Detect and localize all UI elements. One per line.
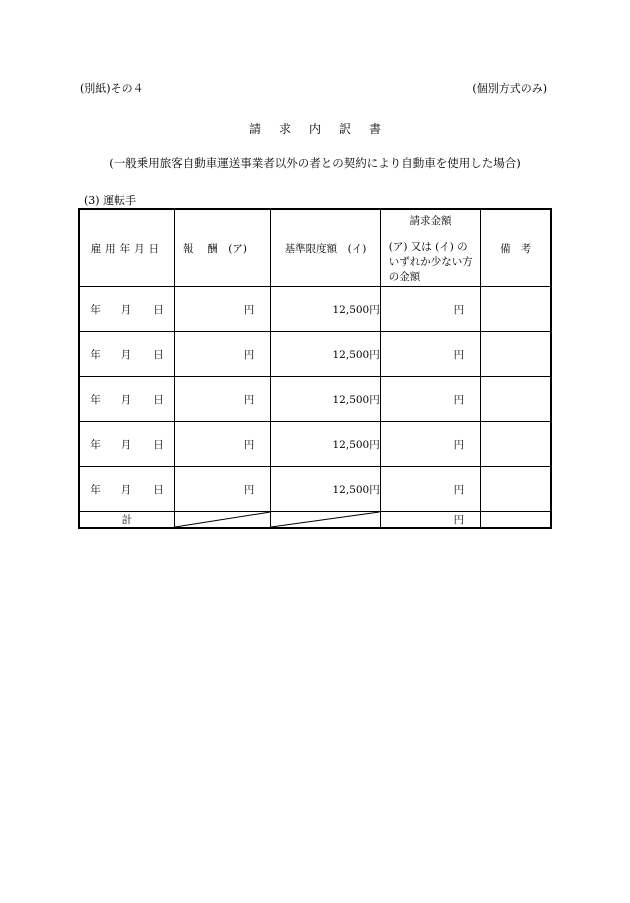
header-remarks: 備考 [481, 209, 551, 287]
pay-cell[interactable]: 円 [174, 467, 270, 512]
page-title: 請求内訳書 [248, 122, 399, 136]
header-base-limit: 基準限度額 (イ) [271, 209, 380, 287]
total-base-cell-struck [271, 512, 380, 529]
claim-amount-cell[interactable]: 円 [380, 377, 480, 422]
pay-cell[interactable]: 円 [174, 377, 270, 422]
month-unit: 月 [120, 438, 132, 451]
diagonal-strike [175, 512, 270, 527]
claim-amount-cell[interactable]: 円 [380, 422, 480, 467]
day-unit: 日 [153, 303, 164, 316]
base-limit-cell: 12,500円 [271, 332, 380, 377]
base-limit-cell: 12,500円 [271, 287, 380, 332]
claim-amount-cell[interactable]: 円 [380, 467, 480, 512]
employment-date-cell[interactable] [79, 377, 174, 422]
remarks-cell[interactable] [481, 287, 551, 332]
employment-date-cell[interactable] [79, 467, 174, 512]
table-header-row [79, 209, 551, 287]
total-label: 計 [79, 512, 174, 529]
day-unit: 日 [153, 393, 164, 406]
header-claim-desc: (ア) 又は (イ) のいずれか少ない方の金額 [388, 241, 473, 283]
claim-amount-cell[interactable]: 円 [380, 332, 480, 377]
year-unit: 年 [90, 438, 101, 451]
attachment-label: (別紙)その４ [80, 82, 144, 95]
month-unit: 月 [120, 393, 132, 406]
year-unit: 年 [90, 303, 101, 316]
total-pay-cell-struck [174, 512, 270, 529]
month-unit: 月 [120, 348, 132, 361]
year-unit: 年 [90, 348, 101, 361]
base-limit-cell: 12,500円 [271, 377, 380, 422]
total-claim-amount[interactable]: 円 [380, 512, 480, 529]
day-unit: 日 [153, 348, 164, 361]
base-limit-cell: 12,500円 [271, 467, 380, 512]
claim-amount-cell[interactable]: 円 [380, 287, 480, 332]
day-unit: 日 [153, 438, 164, 451]
total-remarks[interactable] [481, 512, 551, 529]
table-row [79, 332, 551, 377]
header-employment-date: 雇用年月日 [79, 209, 174, 287]
method-note: (個別方式のみ) [472, 82, 547, 95]
breakdown-table [78, 208, 552, 529]
employment-date-cell[interactable] [79, 287, 174, 332]
remarks-cell[interactable] [481, 377, 551, 422]
header-claim-title: 請求金額 [409, 215, 452, 227]
diagonal-strike [271, 512, 379, 527]
base-limit-cell: 12,500円 [271, 422, 380, 467]
month-unit: 月 [120, 483, 132, 496]
remarks-cell[interactable] [481, 467, 551, 512]
header-pay: 報 酬 (ア) [174, 209, 270, 287]
year-unit: 年 [90, 393, 101, 406]
section-heading: (3) 運転手 [84, 194, 137, 207]
table-row [79, 287, 551, 332]
header-claim-amount [380, 209, 480, 287]
employment-date-cell[interactable] [79, 422, 174, 467]
pay-cell[interactable]: 円 [174, 422, 270, 467]
total-row [79, 512, 551, 529]
pay-cell[interactable]: 円 [174, 332, 270, 377]
remarks-cell[interactable] [481, 422, 551, 467]
table-row [79, 467, 551, 512]
table-row [79, 377, 551, 422]
table-row [79, 422, 551, 467]
day-unit: 日 [153, 483, 164, 496]
page-subtitle: (一般乗用旅客自動車運送事業者以外の者との契約により自動車を使用した場合) [109, 156, 521, 170]
remarks-cell[interactable] [481, 332, 551, 377]
employment-date-cell[interactable] [79, 332, 174, 377]
pay-cell[interactable]: 円 [174, 287, 270, 332]
year-unit: 年 [90, 483, 101, 496]
month-unit: 月 [120, 303, 132, 316]
